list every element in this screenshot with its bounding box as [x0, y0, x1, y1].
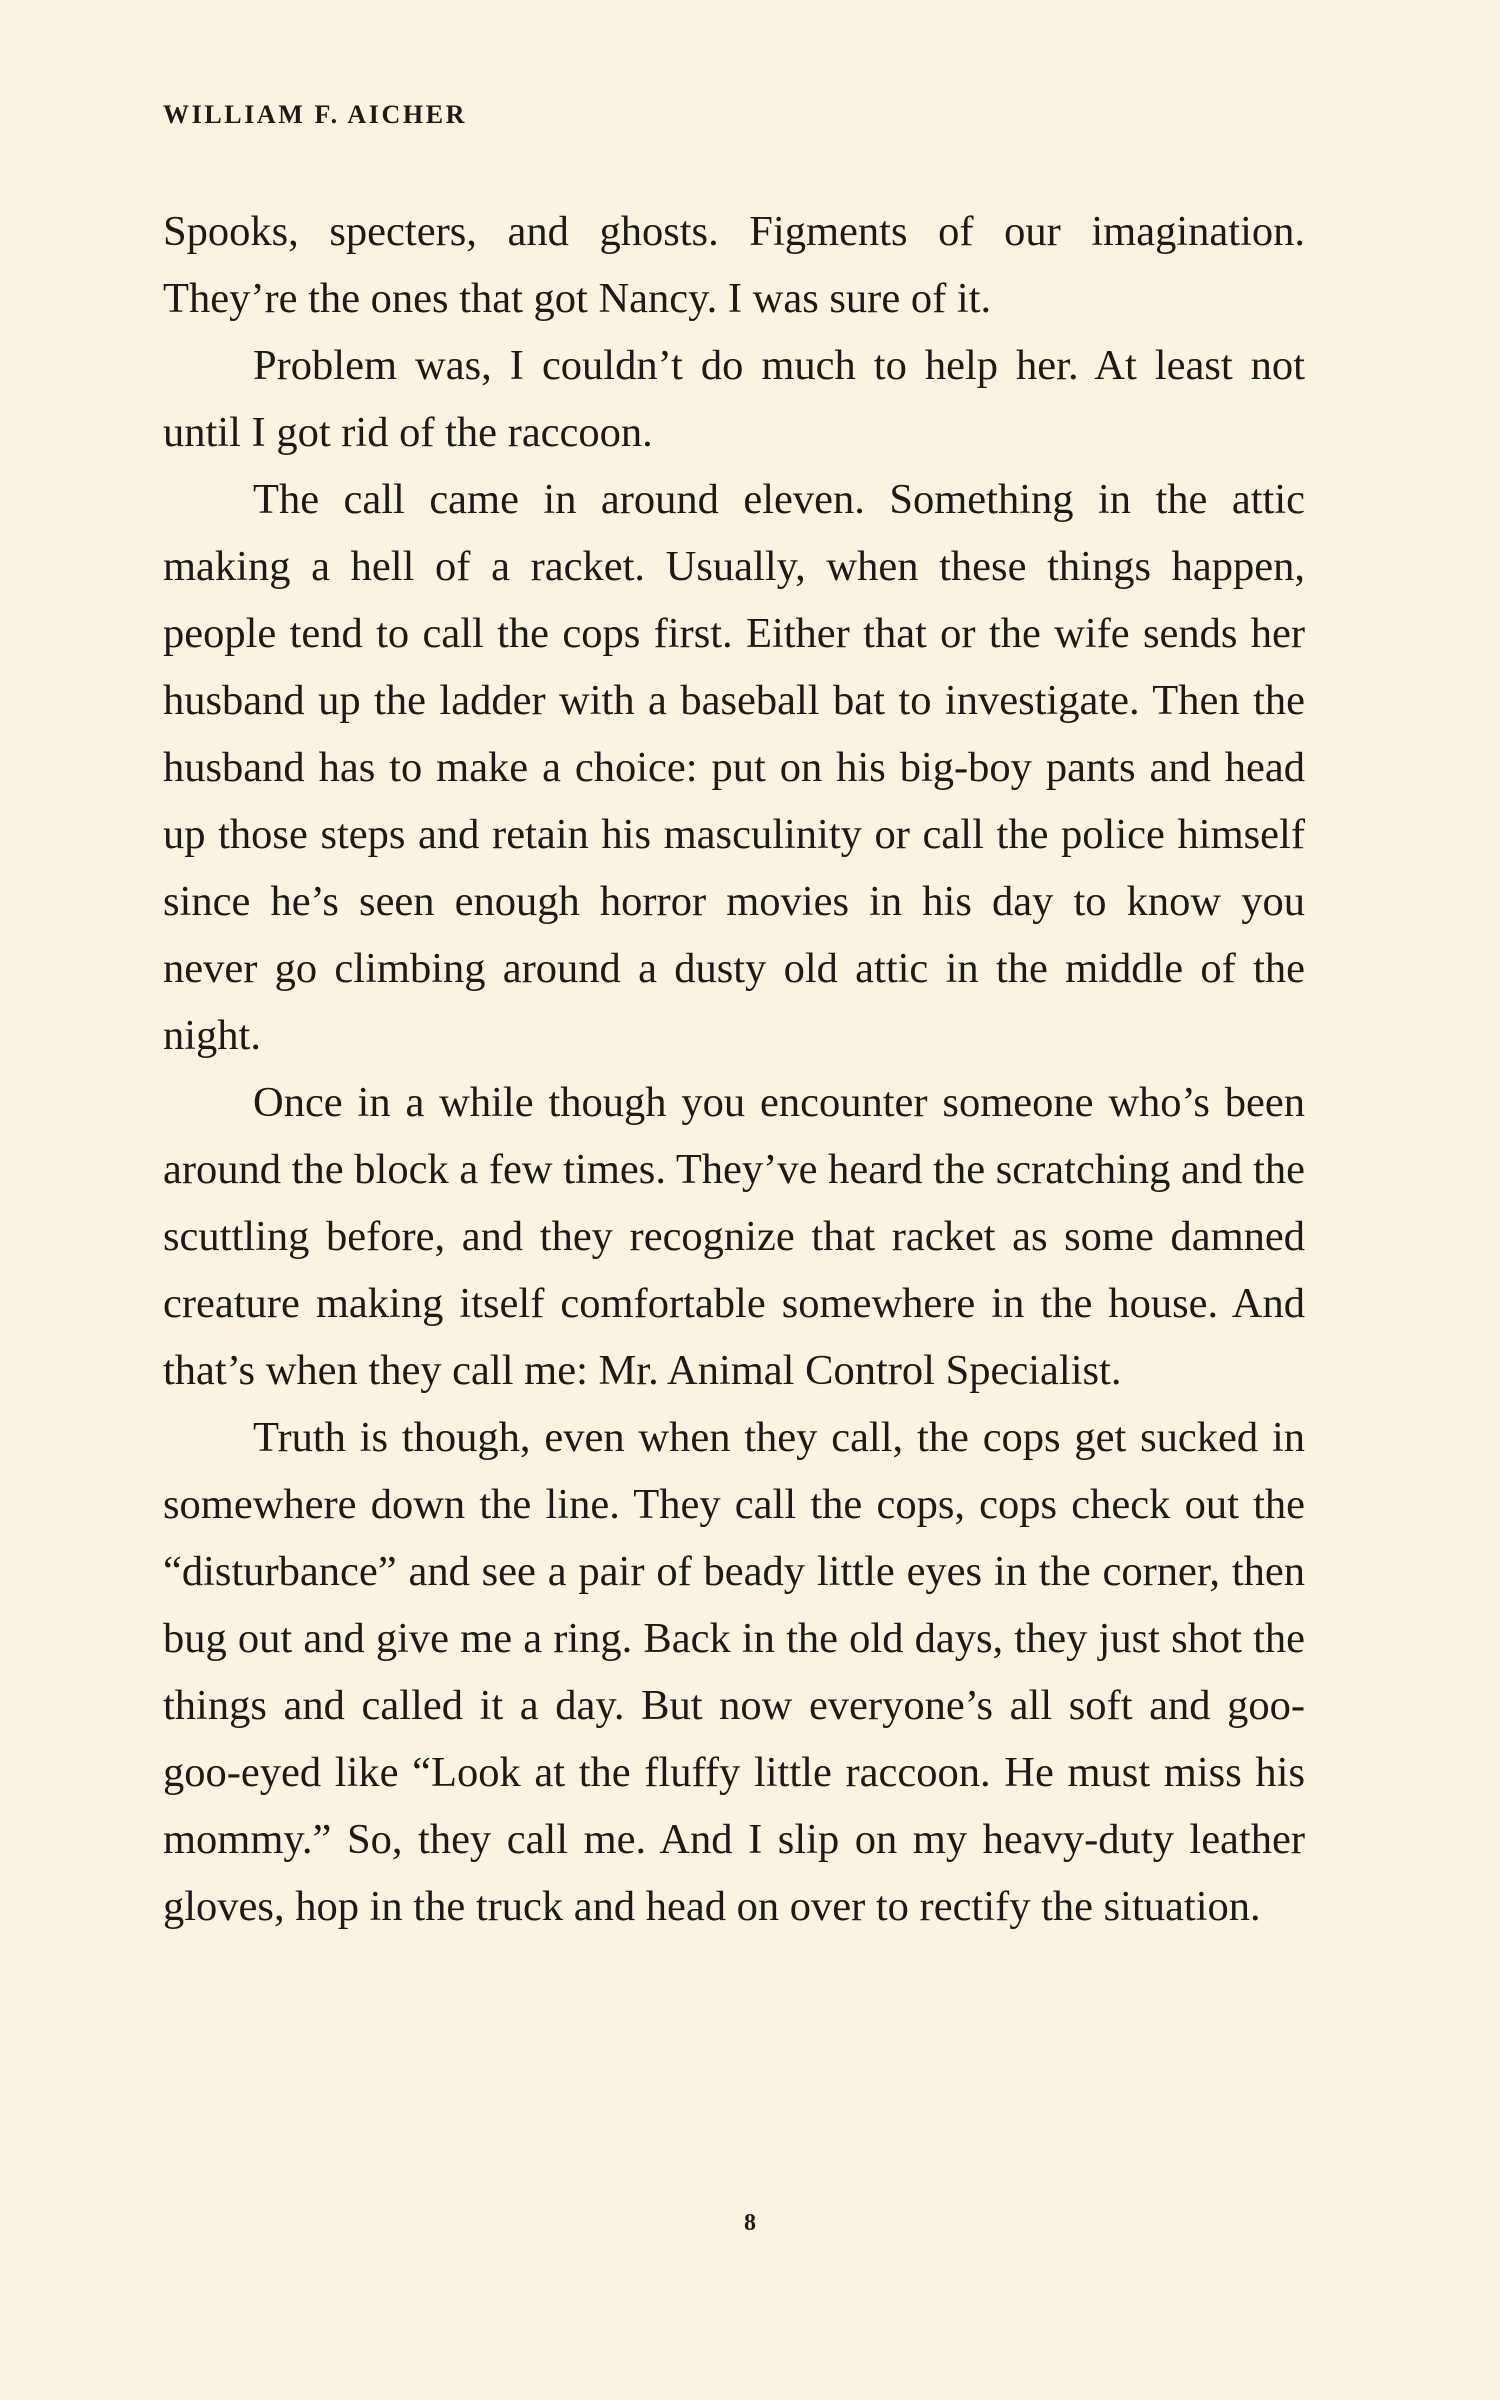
- paragraph: Spooks, specters, and ghosts. Figments of our imagination. They’re the ones that got Nancy. I was sure of it.: [163, 208, 1305, 322]
- running-head-author: WILLIAM F. AICHER: [163, 100, 468, 129]
- body-text: [163, 198, 1305, 1940]
- page-number: 8: [744, 2210, 756, 2236]
- paragraph: Once in a while though you encounter someone who’s been around the block a few times. They’ve heard the scratching and the scuttling before, and they recognize that racket as some damned creature making itself comfortable somewhere in the house. And that’s when they call me: Mr. Animal Control Specialist.: [163, 1079, 1305, 1394]
- paragraph: Truth is though, even when they call, the cops get sucked in somewhere down the line. They call the cops, cops check out the “disturbance” and see a pair of beady little eyes in the corner, then bug out and give me a ring. Back in the old days, they just shot the things and called it a day. But now everyone’s all soft and goo-goo-eyed like “Look at the fluffy little raccoon. He must miss his mommy.” So, they call me. And I slip on my heavy-duty leather gloves, hop in the truck and head on over to rectify the situation.: [163, 1414, 1305, 1930]
- paragraph: The call came in around eleven. Something in the attic making a hell of a racket. Usually, when these things happen, people tend to call the cops first. Either that or the wife sends her husband up the ladder with a baseball bat to investigate. Then the husband has to make a choice: put on his big-boy pants and head up those steps and retain his masculinity or call the police himself since he’s seen enough horror movies in his day to know you never go climbing around a dusty old attic in the middle of the night.: [163, 476, 1305, 1059]
- paragraph: Problem was, I couldn’t do much to help her. At least not until I got rid of the raccoon.: [163, 342, 1305, 456]
